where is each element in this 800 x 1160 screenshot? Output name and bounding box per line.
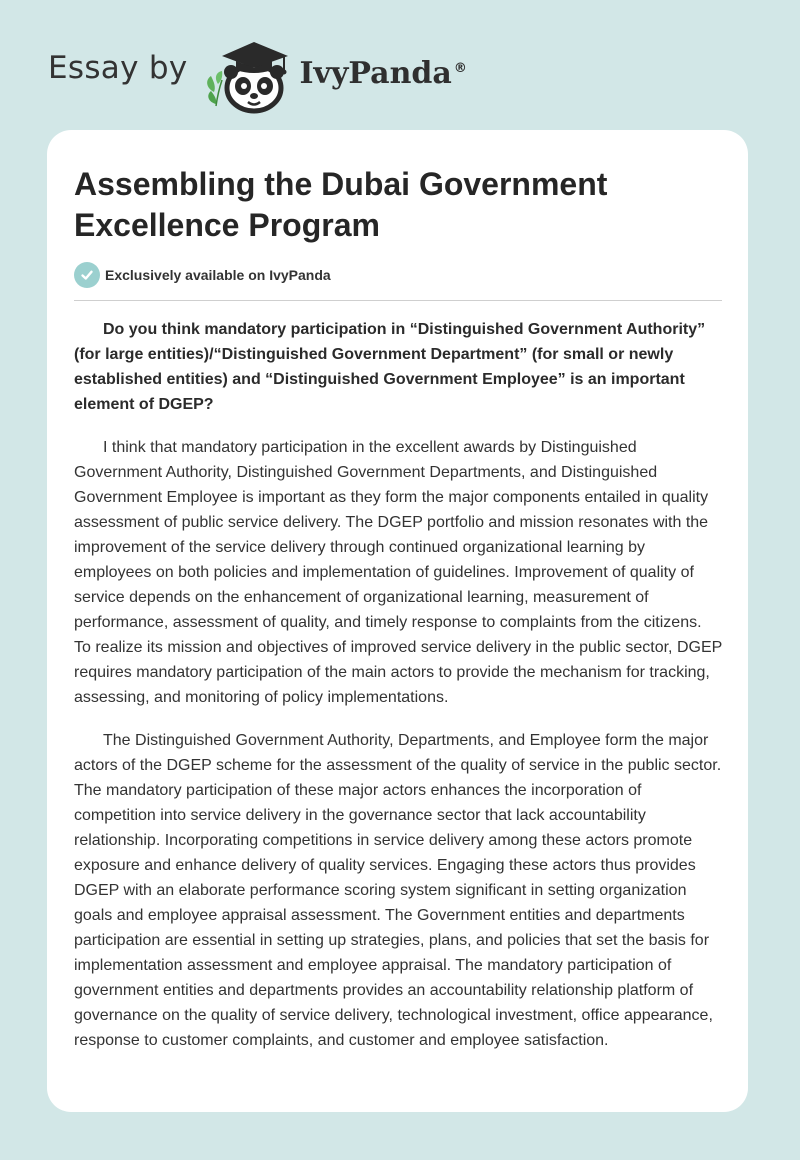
registered-mark: ® xyxy=(453,60,467,76)
ivy-leaf-icon xyxy=(207,71,222,106)
exclusive-badge xyxy=(74,262,722,301)
site-header xyxy=(48,34,467,114)
badge-text: Exclusively available on IvyPanda xyxy=(105,267,331,283)
essay-card xyxy=(47,130,748,1112)
essay-paragraph: The Distinguished Government Authority, Departments, and Employee form the major actors of the DGEP scheme for the assessment of the quality of service in the public sector. The mandatory participation of these major actors enhances the incorporation of competition into service delivery in the governance sector that lack accountability relationship. Incorporating competitions in service delivery among these actors promote exposure and enhance delivery of quality services. Engaging these actors thus provides DGEP with an elaborate performance scoring system significant in setting organization goals and employee appraisal assessment. The Government entities and departments participation are essential in setting up strategies, plans, and policies that set the basis for implementation assessment and employee appraisal. The mandatory participation of government entities and departments provides an accountability relationship platform of governance on the quality of service delivery, technological investment, office appearance, response to customer complaints, and customer and employee satisfaction. xyxy=(74,732,722,1049)
panda-graduate-icon[interactable] xyxy=(202,34,294,114)
brand-prefix: Essay by xyxy=(48,50,188,86)
essay-question: Do you think mandatory participation in “Distinguished Government Authority” (for large entities)/“Distinguished Government Department” (for small or newly established entities) and “Distinguished Government Employee” is an important element of DGEP? xyxy=(74,321,706,413)
check-circle-icon xyxy=(74,262,100,288)
essay-paragraph: I think that mandatory participation in the excellent awards by Distinguished Government Authority, Distinguished Government Departments, and Distinguished Government Employee is important as they form the major components entailed in quality assessment of public service delivery. The DGEP portfolio and mission resonates with the improvement of the service delivery through continued organizational learning by employees on both policies and implementation of guidelines. Improvement of quality of service depends on the enhancement of organizational learning, measurement of performance, assessment of quality, and timely response to complaints from the citizens. To realize its mission and objectives of improved service delivery in the public sector, DGEP requires mandatory participation of the main actors to provide the mechanism for tracking, assessing, and monitoring of policy implementations. xyxy=(74,439,722,706)
brand-name[interactable]: IvyPanda ® xyxy=(299,55,467,91)
page-title: Assembling the Dubai Government Excellence Program xyxy=(74,166,608,243)
essay-body xyxy=(74,317,722,1053)
